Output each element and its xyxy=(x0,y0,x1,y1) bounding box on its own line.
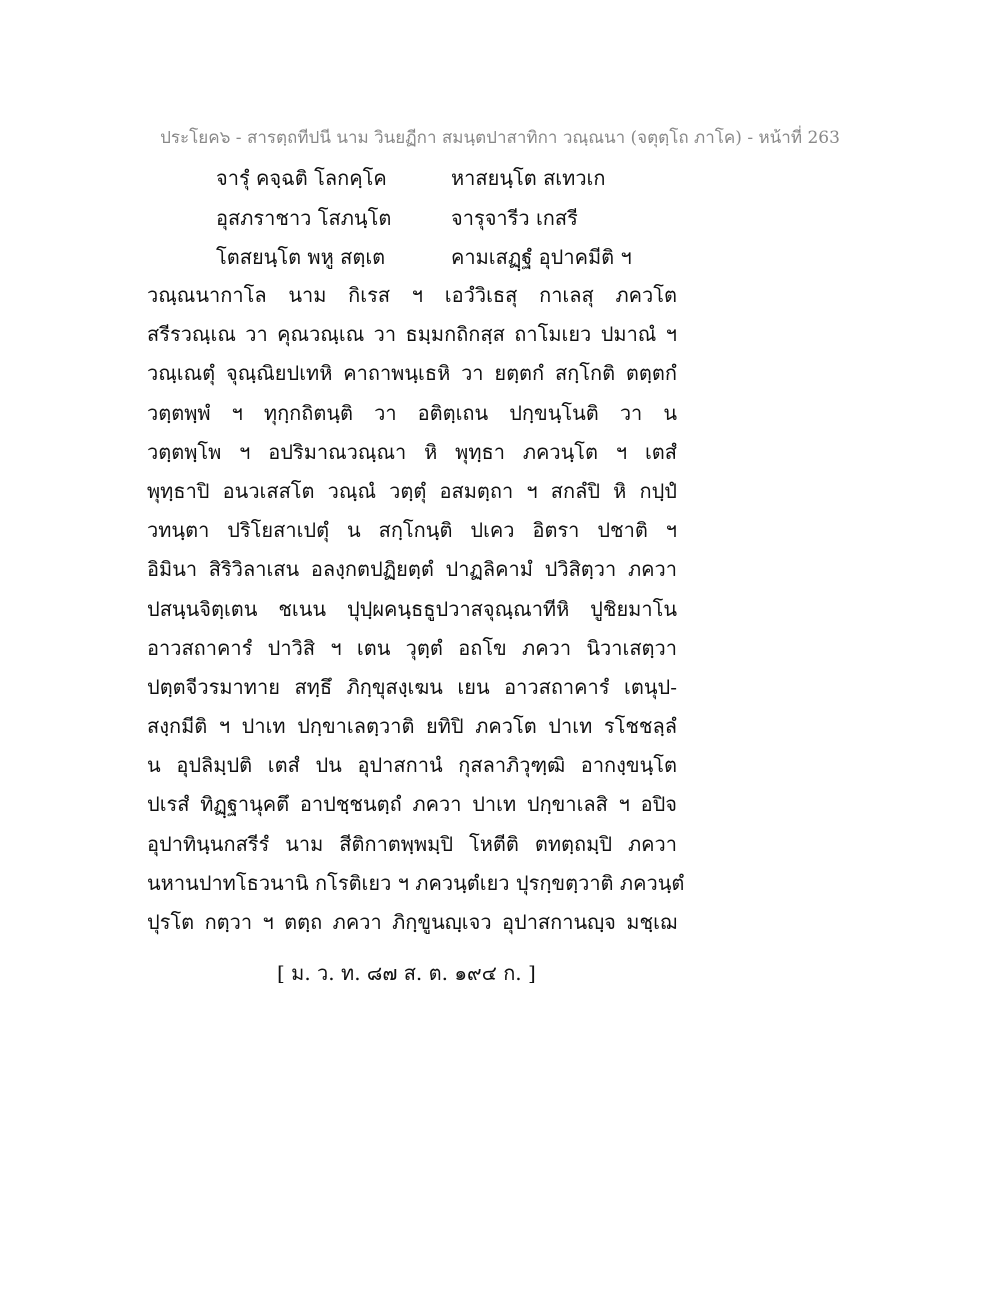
verse-3-first-half: โตสยนฺโต พหู สตฺเต xyxy=(216,245,386,269)
verse-1-first-half: จารุํ คจฺฉติ โลกคฺโค xyxy=(216,166,387,190)
body-line: อาวสถาคารํ ปาวิสิ ฯ เตน วุตฺตํ อถโข ภควา นิวาเสตฺวา xyxy=(147,635,677,660)
body-line: วตฺตพฺพํ ฯ ทุกฺกถิตนฺติ วา อติตฺเถน ปกฺขนฺโนติ วา น xyxy=(147,400,677,425)
body-line: ปสนฺนจิตฺเตน ชเนน ปุปฺผคนฺธธูปวาสจุณฺณาทีหิ ปูชิยมาโน xyxy=(147,596,677,621)
verse-line-2 xyxy=(0,202,1000,240)
body-line: วตฺตพฺโพ ฯ อปริมาณวณฺณา หิ พุทฺธา ภควนฺโต ฯ เตสํ xyxy=(147,439,677,464)
running-header: ประโยค๖ - สารตฺถทีปนี นาม วินยฏีกา สมนฺตปาสาทิกา วณฺณนา (จตุตฺโถ ภาโค) - หน้าที่ 263 xyxy=(160,128,840,148)
body-line: วณฺเณตุํ จุณฺณิยปเทหิ คาถาพนฺเธหิ วา ยตฺตกํ สกฺโกติ ตตฺตกํ xyxy=(147,361,677,386)
verse-2-first-half: อุสภราชาว โสภนฺโต xyxy=(216,206,392,230)
body-line: สงฺกมีติ ฯ ปาเท ปกฺขาเลตฺวาติ ยทิปิ ภควโต ปาเท รโชชลฺลํ xyxy=(147,714,677,739)
verse-2-second-half: จารุจารีว เกสรี xyxy=(451,206,578,230)
verse-line-1 xyxy=(0,162,1000,200)
body-line: ปเรสํ ทิฏฺฐานุคตึ อาปชฺชนตฺถํ ภควา ปาเท ปกฺขาเลสิ ฯ อปิจ xyxy=(147,792,677,817)
body-line: วทนฺตา ปริโยสาเปตุํ น สกฺโกนฺติ ปเคว อิตรา ปชาติ ฯ xyxy=(147,518,677,543)
verse-1-second-half: หาสยนฺโต สเทวเก xyxy=(451,166,606,190)
body-paragraph xyxy=(147,276,685,942)
source-reference: [ ม. ว. ท. ๘๗ ส. ต. ๑๙๔ ก. ] xyxy=(277,961,536,985)
body-line: สรีรวณฺเณ วา คุณวณฺเณ วา ธมฺมกถิกสฺส ถาโมเยว ปมาณํ ฯ xyxy=(147,322,677,347)
body-line: อุปาทินฺนกสรีรํ นาม สีติกาตพฺพมฺปิ โหตีติ ตทตฺถมฺปิ ภควา xyxy=(147,831,677,856)
verse-line-3 xyxy=(0,241,1000,279)
body-line: น อุปลิมฺปติ เตสํ ปน อุปาสกานํ กุสลาภิวุฑฺฒิ อากงฺขนฺโต xyxy=(147,753,677,778)
body-line: อิมินา สิริวิลาเสน อลงฺกตปฏิยตฺตํ ปาฏลิคามํ ปวิสิตฺวา ภควา xyxy=(147,557,677,582)
body-line: พุทฺธาปิ อนวเสสโต วณฺณํ วตฺตุํ อสมตฺถา ฯ สกลํปิ หิ กปฺปํ xyxy=(147,478,677,503)
body-line: นหานปาทโธวนานิ กโรติเยว ฯ ภควนฺตํเยว ปุรกฺขตฺวาติ ภควนฺตํ xyxy=(147,870,685,895)
body-line: ปตฺตจีวรมาทาย สทฺธึ ภิกฺขุสงฺเฆน เยน อาวสถาคารํ เตนุป- xyxy=(147,674,677,699)
verse-3-second-half: คามเสฏฺฐํ อุปาคมีติ ฯ xyxy=(451,245,632,269)
body-line: วณฺณนากาโล นาม กิเรส ฯ เอวํวิเธสุ กาเลสุ ภควโต xyxy=(147,283,677,307)
body-line: ปุรโต กตฺวา ฯ ตตฺถ ภควา ภิกฺขูนญฺเจว อุปาสกานญฺจ มชฺเฌ xyxy=(147,910,677,934)
